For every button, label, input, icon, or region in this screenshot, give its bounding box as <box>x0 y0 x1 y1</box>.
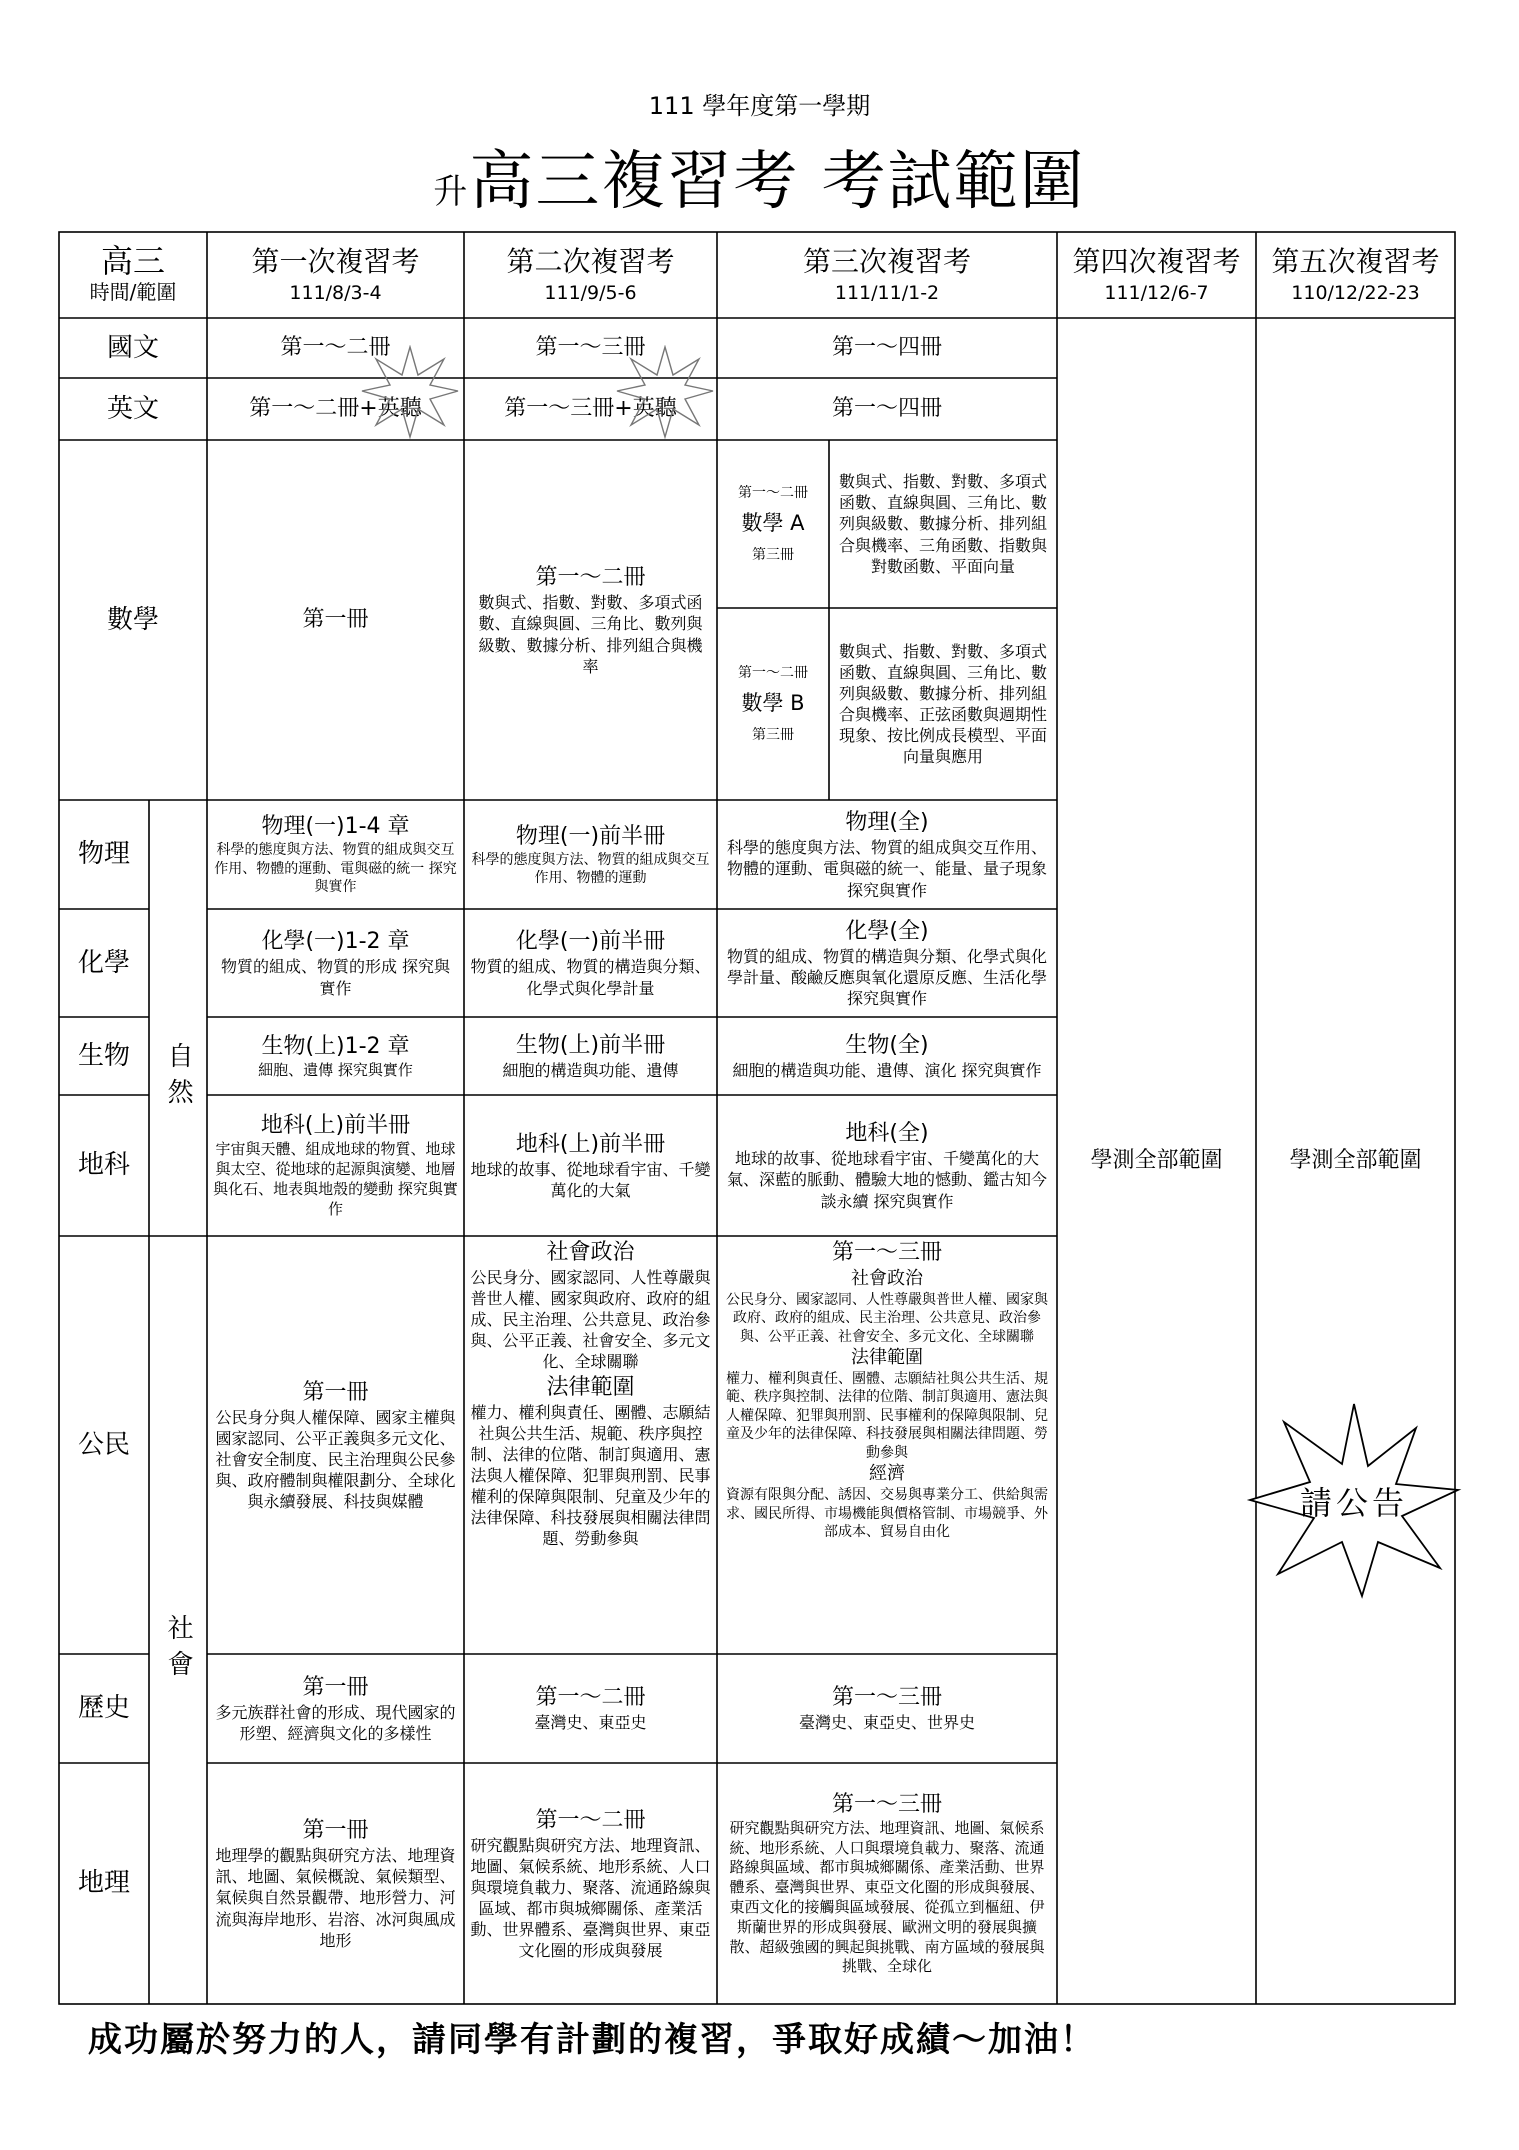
biology-exam1 <box>207 1017 464 1095</box>
math-a-label <box>717 440 829 608</box>
cell-title: 第一～三冊 <box>831 1791 942 1817</box>
english-exam2: 第一～三冊+英聽 <box>504 396 677 422</box>
exam-name: 第一次複習考 <box>251 244 420 278</box>
math-a-name: 數學 A <box>741 511 805 536</box>
math-exam1: 第一冊 <box>302 607 369 633</box>
cell-body: 資源有限與分配、誘因、交易與專業分工、供給與需求、國民所得、市場機能與價格管制、市場競爭、外部成本、貿易自由化 <box>726 1487 1048 1540</box>
cell-title: 地科(上)前半冊 <box>515 1131 666 1157</box>
corner-grade: 高三 <box>100 242 165 281</box>
physics-exam1 <box>207 800 464 909</box>
semester-heading: 111 學年度第一學期 <box>648 92 871 120</box>
geography-exam2 <box>464 1763 717 2004</box>
cell-body: 科學的態度與方法、物質的組成與交互作用、物體的運動、電與磁的統一、能量、量子現象 探究與實作 <box>726 838 1047 900</box>
cell-body: 公民身分與人權保障、國家主權與國家認同、公平正義與多元文化、社會安全制度、民主治理與公民參與、政府體制與權限劃分、全球化與永續發展、科技與媒體 <box>215 1407 456 1512</box>
chinese-exam1: 第一～二冊 <box>280 335 391 361</box>
cell-body: 地球的故事、從地球看宇宙、千變萬化的大氣 <box>470 1159 711 1201</box>
cell-title: 第一～二冊 <box>535 1807 646 1833</box>
earth-exam1 <box>207 1095 464 1236</box>
cell-body: 研究觀點與研究方法、地理資訊、地圖、氣候系統、地形系統、人口與環境負載力、聚落、流通路線與區域、都市與城鄉關係、產業活動、世界體系、臺灣與世界、東亞文化圈的形成與發展 <box>470 1835 711 1961</box>
cell-title: 第一～三冊 <box>831 1240 942 1265</box>
cell-body: 公民身分、國家認同、人性尊嚴與普世人權、國家與政府、政府的組成、民主治理、公共意見、政治參與、公平正義、社會安全、多元文化、全球關聯 <box>470 1268 711 1372</box>
cell-title: 化學(一)1-2 章 <box>261 929 410 955</box>
math-a-scope: 數與式、指數、對數、多項式函數、直線與圓、三角比、數列與級數、數據分析、排列組合與機率、三角函數、指數與對數函數、平面向量 <box>838 472 1047 576</box>
cell-subtitle: 社會政治 <box>851 1268 923 1290</box>
civics-exam1 <box>207 1236 464 1654</box>
exam-date: 111/8/3-4 <box>289 281 382 304</box>
cell-title: 物理(全) <box>845 810 929 836</box>
history-exam2 <box>464 1654 717 1763</box>
subject-math: 數學 <box>106 604 159 635</box>
cell-title: 物理(一)前半冊 <box>515 823 666 849</box>
corner-label: 時間/範圍 <box>89 280 177 305</box>
english-exam1: 第一～二冊+英聽 <box>249 396 422 422</box>
cell-title: 第一冊 <box>302 1674 369 1700</box>
biology-exam2 <box>464 1017 717 1095</box>
cell-body: 研究觀點與研究方法、地理資訊、地圖、氣候系統、地形系統、人口與環境負載力、聚落、流通路線與區域、都市與城鄉關係、產業活動、世界體系、臺灣與世界、東亞文化圈的形成與發展、東西文化的接觸與區域發展、從孤立到樞紐、伊斯蘭世界的形成與發展、歐洲文明的發展與擴散、超級強國的興起與挑戰、南方區域的發展與挑戰、全球化 <box>729 1818 1045 1976</box>
subject-physics: 物理 <box>77 839 130 870</box>
exam-date: 111/11/1-2 <box>834 281 940 304</box>
cell-title: 化學(一)前半冊 <box>515 929 666 955</box>
exam-header-2 <box>464 232 717 318</box>
corner-header <box>59 232 207 318</box>
cell-subtitle: 法律範圍 <box>546 1374 635 1400</box>
history-exam1 <box>207 1654 464 1763</box>
subject-earth: 地科 <box>77 1150 130 1181</box>
civics-exam3 <box>717 1236 1057 1654</box>
cell-title: 地科(上)前半冊 <box>260 1113 411 1139</box>
group-nature-label: 自然 <box>163 1042 194 1114</box>
math-b-name: 數學 B <box>741 691 805 716</box>
exam4-scope: 學測全部範圍 <box>1090 1148 1223 1174</box>
cell-body: 臺灣史、東亞史、世界史 <box>798 1713 975 1733</box>
cell-title: 地科(全) <box>845 1121 929 1147</box>
history-exam3 <box>717 1654 1057 1763</box>
cell-body: 科學的態度與方法、物質的組成與交互作用、物體的運動 <box>471 851 710 887</box>
group-social <box>149 1236 207 2004</box>
cell-title: 化學(全) <box>845 918 929 944</box>
earth-exam2 <box>464 1095 717 1236</box>
cell-body: 細胞的構造與功能、遺傳、演化 探究與實作 <box>732 1060 1042 1080</box>
earth-exam3 <box>717 1095 1057 1236</box>
chinese-exam2: 第一～三冊 <box>535 335 646 361</box>
cell-body: 宇宙與天體、組成地球的物質、地球與太空、從地球的起源與演變、地層與化石、地表與地殼的變動 探究與實作 <box>213 1140 458 1218</box>
cell-title: 物理(一)1-4 章 <box>261 814 410 840</box>
subject-english: 英文 <box>106 393 159 424</box>
cell-subtitle: 經濟 <box>869 1463 905 1485</box>
physics-exam3 <box>717 800 1057 909</box>
exam-date: 110/12/22-23 <box>1291 281 1420 304</box>
footer-slogan: 成功屬於努力的人，請同學有計劃的複習，爭取好成績～加油！ <box>88 2020 1096 2060</box>
cell-body: 科學的態度與方法、物質的組成與交互作用、物體的運動、電與磁的統一 探究與實作 <box>214 842 457 896</box>
exam-name: 第四次複習考 <box>1072 244 1241 278</box>
cell-body: 細胞、遺傳 探究與實作 <box>258 1060 413 1079</box>
group-social-label: 社會 <box>163 1614 194 1686</box>
exam-header-4 <box>1057 232 1256 318</box>
exam-header-5 <box>1256 232 1455 318</box>
cell-body: 公民身分、國家認同、人性尊嚴與普世人權、國家與政府、政府的組成、民主治理、公共意見、政治參與、公平正義、社會安全、多元文化、全球關聯 <box>726 1291 1048 1345</box>
exam-header-1 <box>207 232 464 318</box>
title-prefix: 升 <box>433 172 470 212</box>
cell-body: 地球的故事、從地球看宇宙、千變萬化的大氣、深藍的脈動、體驗大地的憾動、鑑古知今談永續 探究與實作 <box>726 1149 1047 1211</box>
cell-title: 社會政治 <box>546 1240 635 1265</box>
math-a-book: 第三冊 <box>752 546 794 563</box>
cell-body: 臺灣史、東亞史 <box>534 1713 647 1733</box>
starburst-icon <box>360 345 460 440</box>
cell-body: 細胞的構造與功能、遺傳 <box>502 1060 679 1080</box>
starburst-icon <box>615 345 715 440</box>
cell-body: 數與式、指數、對數、多項式函數、直線與圓、三角比、數列與級數、數據分析、排列組合與機率 <box>478 593 703 676</box>
notice-label: 請公告 <box>1299 1484 1408 1522</box>
subject-chinese: 國文 <box>106 332 159 363</box>
math-b-label <box>717 608 829 800</box>
cell-title: 第一冊 <box>302 1379 369 1405</box>
math-exam2 <box>464 440 717 800</box>
cell-title: 第一冊 <box>302 1818 369 1844</box>
subject-biology: 生物 <box>77 1040 130 1071</box>
subject-geography: 地理 <box>77 1868 130 1899</box>
chemistry-exam1 <box>207 909 464 1017</box>
exam-date: 111/9/5-6 <box>544 281 637 304</box>
cell-title: 生物(全) <box>845 1032 929 1058</box>
cell-body: 地理學的觀點與研究方法、地理資訊、地圖、氣候概說、氣候類型、氣候與自然景觀帶、地形營力、河流與海岸地形、岩溶、冰河與風成地形 <box>215 1846 456 1950</box>
cell-body: 物質的組成、物質的形成 探究與實作 <box>220 957 451 998</box>
exam5-scope: 學測全部範圍 <box>1289 1148 1422 1174</box>
cell-title: 生物(上)前半冊 <box>515 1032 666 1058</box>
math-b-prereq: 第一～二冊 <box>738 664 808 681</box>
cell-title: 第一～三冊 <box>831 1685 942 1711</box>
exam-name: 第三次複習考 <box>802 244 971 278</box>
cell-body: 物質的組成、物質的構造與分類、化學式與化學計量 <box>470 957 711 998</box>
chemistry-exam3 <box>717 909 1057 1017</box>
math-a-prereq: 第一～二冊 <box>738 484 808 501</box>
english-exam3: 第一～四冊 <box>831 396 942 422</box>
subject-history: 歷史 <box>77 1693 130 1724</box>
chinese-exam3: 第一～四冊 <box>831 335 942 361</box>
exam-header-3 <box>717 232 1057 318</box>
subject-chemistry: 化學 <box>77 947 130 978</box>
group-nature <box>149 800 207 1236</box>
cell-body: 多元族群社會的形成、現代國家的形塑、經濟與文化的多樣性 <box>215 1702 456 1744</box>
title-text: 高三複習考 考試範圍 <box>469 145 1086 219</box>
cell-body: 權力、權利與責任、團體、志願結社與公共生活、規範、秩序與控制、法律的位階、制訂與適用、憲法與人權保障、犯罪與刑罰、民事權利的保障與限制、兒童及少年的法律保障、科技發展與相關法律問題、勞動參與 <box>470 1402 711 1549</box>
geography-exam1 <box>207 1763 464 2004</box>
chemistry-exam2 <box>464 909 717 1017</box>
cell-subtitle: 法律範圍 <box>851 1347 923 1369</box>
subject-civics: 公民 <box>77 1429 130 1460</box>
cell-title: 生物(上)1-2 章 <box>261 1033 410 1059</box>
physics-exam2 <box>464 800 717 909</box>
exam-date: 111/12/6-7 <box>1104 281 1209 304</box>
cell-title: 第一～二冊 <box>535 1685 646 1711</box>
cell-body: 權力、權利與責任、團體、志願結社與公共生活、規範、秩序與控制、法律的位階、制訂與適用、憲法與人權保障、犯罪與刑罰、民事權利的保障與限制、兒童及少年的法律保障、科技發展與相關法律問題、勞動參與 <box>726 1370 1048 1461</box>
biology-exam3 <box>717 1017 1057 1095</box>
math-b-book: 第三冊 <box>752 726 794 743</box>
civics-exam2 <box>464 1236 717 1654</box>
exam-name: 第五次複習考 <box>1271 244 1440 278</box>
exam-name: 第二次複習考 <box>506 244 675 278</box>
geography-exam3 <box>717 1763 1057 2004</box>
cell-body: 物質的組成、物質的構造與分類、化學式與化學計量、酸鹼反應與氧化還原反應、生活化學 探究與實作 <box>726 946 1047 1009</box>
cell-title: 第一～二冊 <box>535 565 646 591</box>
math-b-scope: 數與式、指數、對數、多項式函數、直線與圓、三角比、數列與級數、數據分析、排列組合與機率、正弦函數與週期性現象、按比例成長模型、平面向量與應用 <box>838 641 1047 767</box>
